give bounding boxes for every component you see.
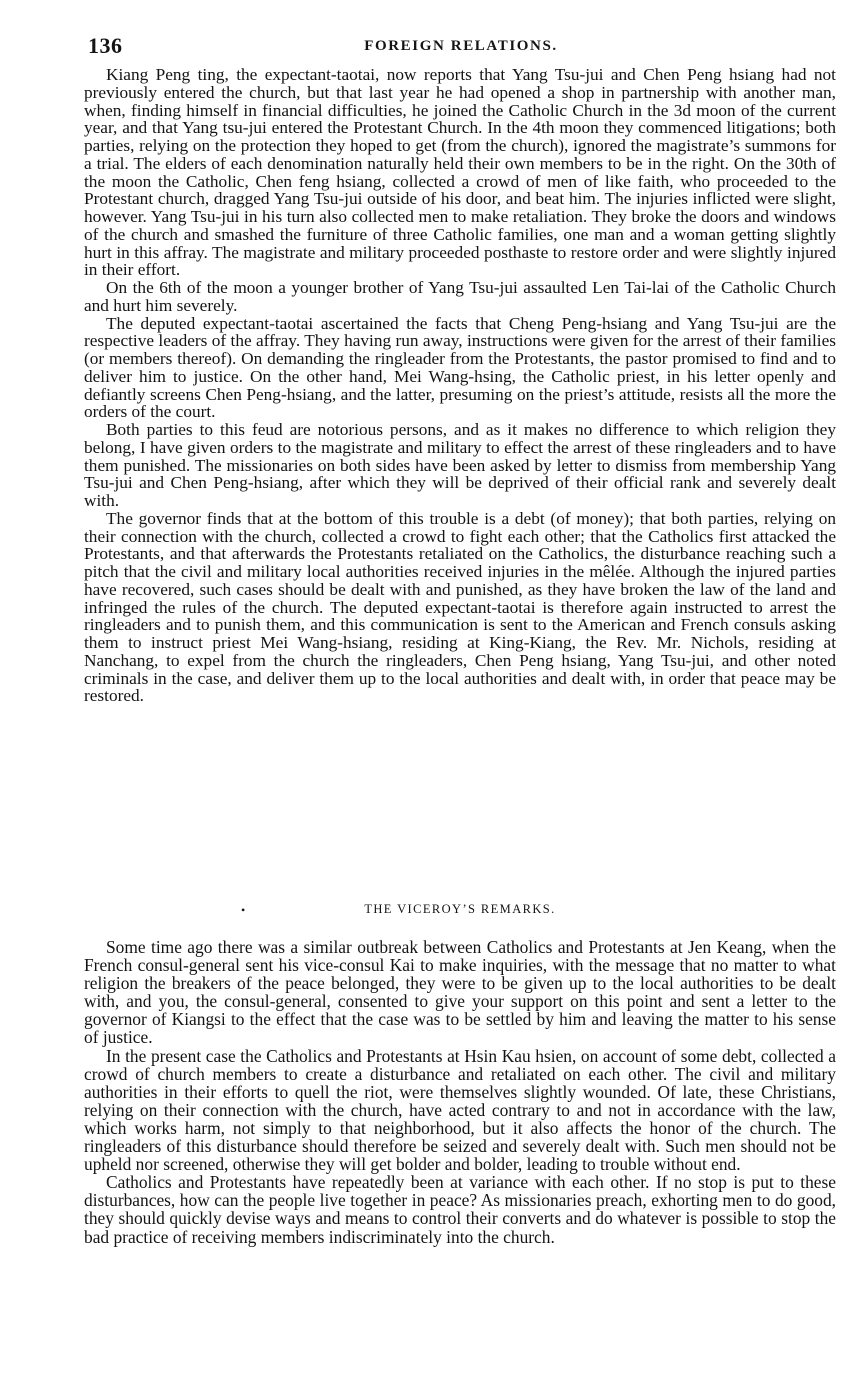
paragraph: In the present case the Catholics and Protestants at Hsin Kau hsien, on account of some debt, collected a crowd of church members to create a disturbance and retaliated on each other. The civil and military authorities in their efforts to quell the riot, were themselves slightly wounded. Of late, these Christians, relying on their connection with the church, have acted contrary to and not in accordance with the law, which works harm, not simply to that neighborhood, but it also affects the honor of the church. The ringleaders of this disturbance should therefore be seized and severely dealt with. Such men should not be upheld nor screened, otherwise they will get bolder and bolder, leading to trouble without end. bbox=[84, 1045, 836, 1175]
page-header bbox=[88, 33, 834, 63]
running-head: FOREIGN RELATIONS. bbox=[364, 38, 558, 54]
paragraph: Kiang Peng ting, the expectant-taotai, now reports that Yang Tsu-jui and Chen Peng hsiang had not previously entered the church, but that last year he had opened a shop in partnership with another man, when, finding himself in financial difficulties, he joined the Catholic Church in the 3d moon of the current year, and that Yang tsu-jui entered the Protestant Church. In the 4th moon they commenced litigations; both parties, relying on the protection they hoped to get (from the church), ignored the magistrate’s summons for a trial. The elders of each denomination naturally held their own members to be in the right. On the 30th of the moon the Catholic, Chen feng hsiang, collected a crowd of men of like faith, who proceeded to the Protestant church, dragged Yang Tsu-jui outside of his door, and beat him. The injuries inflicted were slight, however. Yang Tsu-jui in his turn also collected men to make retaliation. They broke the doors and windows of the church and smashed the furniture of three Catholic families, one man and a woman getting slightly hurt in this affray. The magistrate and military proceeded posthaste to restore order and were slightly injured in their effort. bbox=[84, 65, 836, 280]
governor-report-section bbox=[84, 66, 836, 705]
paragraph: The governor finds that at the bottom of this trouble is a debt (of money); that both parties, relying on their connection with the church, collected a crowd to fight each other; that the Catholics first attacked the Protestants, and that afterwards the Protestants retaliated on the Catholics, the disturbance reaching such a pitch that the civil and military local authorities received injuries in the mêlée. Although the injured parties have recovered, such cases should be dealt with and punished, as they have broken the law of the land and infringed the rules of the church. The deputed expectant-taotai is therefore again instructed to arrest the ringleaders and to punish them, and this communication is sent to the American and French consuls asking them to instruct priest Mei Wang-hsiang, residing at King-Kiang, the Rev. Mr. Nichols, residing at Nanchang, to expel from the church the ringleaders, Chen Peng hsiang, Yang Tsu-jui, and other noted criminals in the case, and deliver them up to the local authorities and dealt with, in order that peace may be restored. bbox=[84, 508, 836, 706]
paragraph: On the 6th of the moon a younger brother of Yang Tsu-jui assaulted Len Tai-lai of the Catholic Church and hurt him severely. bbox=[84, 278, 836, 315]
section-heading: THE VICEROY’S REMARKS. bbox=[364, 902, 556, 916]
paragraph: The deputed expectant-taotai ascertained the facts that Cheng Peng-hsiang and Yang Tsu-jui are the respective leaders of the affray. They having run away, instructions were given for the arrest of their families (or members thereof). On demanding the ringleader from the Protestants, the pastor promised to find and to deliver him to justice. On the other hand, Mei Wang-hsing, the Catholic priest, in his letter openly and defiantly screens Chen Peng-hsiang, and the latter, presuming on the priest’s attitude, resists all the more the orders of the court. bbox=[84, 313, 836, 422]
paragraph: Some time ago there was a similar outbreak between Catholics and Protestants at Jen Keang, when the French consul-general sent his vice-consul Kai to make inquiries, with the message that no matter to what religion the breakers of the peace belonged, they were to be given up to the local authorities to be dealt with, and you, the consul-general, consented to give your support on this point and sent a letter to the governor of Kiangsi to the effect that the case was to be settled by him and leaving the matter to his sense of justice. bbox=[84, 937, 836, 1048]
page-number: 136 bbox=[88, 33, 123, 58]
paragraph: Catholics and Protestants have repeatedly been at variance with each other. If no stop is put to these disturbances, how can the people live together in peace? As missionaries preach, exhorting men to do good, they should quickly devise ways and means to control their converts and do whatever is possible to stop the bad practice of receiving members indiscriminately into the church. bbox=[84, 1172, 836, 1247]
viceroy-remarks-section bbox=[84, 938, 836, 1246]
bullet-mark: • bbox=[241, 903, 246, 917]
paragraph: Both parties to this feud are notorious persons, and as it makes no difference to which religion they belong, I have given orders to the magistrate and military to effect the arrest of these ringleaders and to have them punished. The missionaries on both sides have been asked by letter to dismiss from membership Yang Tsu-jui and Chen Peng-hsiang, after which they will be deprived of their official rank and severely dealt with. bbox=[84, 420, 836, 510]
